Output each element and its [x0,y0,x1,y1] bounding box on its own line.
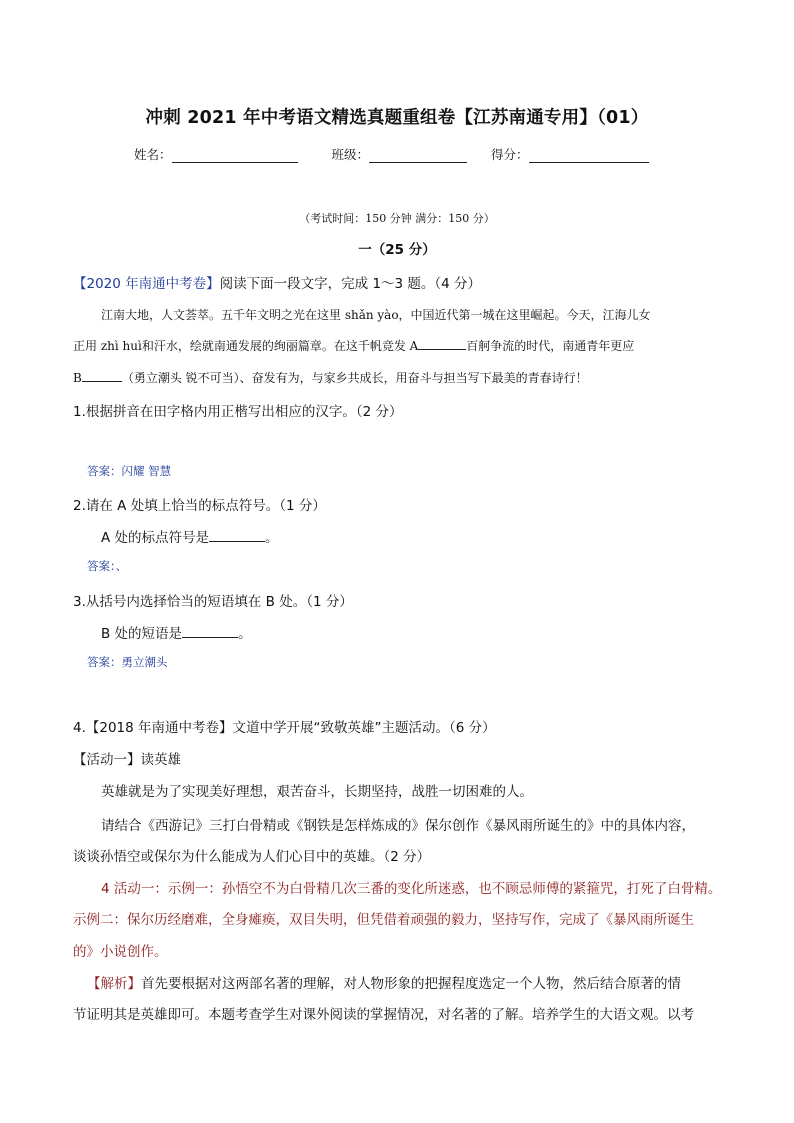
question-2-sub: A 处的标点符号是 。 [101,530,279,546]
passage-line-1: 江南大地，人文荟萃。五千年文明之光在这里 shǎn yào，中国近代第一城在这里崛起。今天，江海儿女 [101,308,651,322]
passage-line-2: 正用 zhì huì和汗水，绘就南通发展的绚丽篇章。在这千帆竞发 A 百舸争流的时代，南通青年更应 [73,339,635,353]
answer-blank-a[interactable] [209,529,265,542]
name-blank[interactable] [172,148,298,163]
class-label: 班级： [331,147,370,162]
intro-line [73,272,481,292]
score-blank[interactable] [529,148,649,163]
score-label: 得分： [491,147,529,162]
answer-4-line-1: 4 活动一：示例一：孙悟空不为白骨精几次三番的变化所迷惑，也不顾忌师傅的紧箍咒，打死了白骨精。 [101,881,722,897]
class-blank[interactable] [369,148,467,163]
analysis-tag: 【解析】 [87,976,141,992]
passage-line-3: B （勇立潮头 锐不可当）、奋发有为，与家乡共成长，用奋斗与担当写下最美的青春诗行！ [73,371,588,385]
analysis-line-2: 节证明其是英雄即可。本题考查学生对课外阅读的掌握情况，对名著的了解。培养学生的大语文观。以考 [73,1007,694,1023]
section-title: 一（25 分） [358,242,436,258]
question-3-sub: B 处的短语是 。 [101,626,252,642]
class-field[interactable] [332,145,468,163]
question-1: 1.根据拼音在田字格内用正楷写出相应的汉字。（2 分） [73,404,403,420]
answer-4-line-2: 示例二：保尔历经磨难，全身瘫痪，双目失明，但凭借着顽强的毅力，坚持写作，完成了《暴风雨所诞生 [73,912,694,928]
question-4: 4.【2018 年南通中考卷】文道中学开展“致敬英雄”主题活动。（6 分） [73,720,496,736]
prompt-line-1: 请结合《西游记》三打白骨精或《钢铁是怎样炼成的》保尔创作《暴风雨所诞生的》中的具体内容， [101,818,695,834]
answer-2: 答案：、 [87,559,128,573]
student-info-row [134,145,649,163]
analysis-line-1: 【解析】首先要根据对这两部名著的理解，对人物形象的把握程度选定一个人物，然后结合原著的情 [87,976,681,992]
source-tag: 【2020 年南通中考卷】 [73,276,220,292]
score-field[interactable] [491,145,649,163]
answer-4-line-3: 的》小说创作。 [73,944,168,960]
answer-3: 答案：勇立潮头 [87,655,168,669]
name-field[interactable] [134,145,298,163]
blank-b[interactable] [82,369,122,382]
hero-definition: 英雄就是为了实现美好理想，艰苦奋斗，长期坚持，战胜一切困难的人。 [101,784,533,800]
answer-blank-b[interactable] [182,625,238,638]
name-label: 姓名： [134,147,172,162]
intro-text: 阅读下面一段文字，完成 1～3 题。（4 分） [219,276,482,292]
activity-title: 【活动一】读英雄 [73,752,181,768]
prompt-line-2: 谈谈孙悟空或保尔为什么能成为人们心目中的英雄。（2 分） [73,849,431,865]
question-3: 3.从括号内选择恰当的短语填在 B 处。（1 分） [73,594,353,610]
page-title: 冲刺 2021 年中考语文精选真题重组卷【江苏南通专用】（01） [145,108,649,128]
answer-1: 答案：闪耀 智慧 [87,464,172,478]
question-2: 2.请在 A 处填上恰当的标点符号。（1 分） [73,498,326,514]
exam-time-note: （考试时间：150 分钟 满分：150 分） [299,212,495,225]
blank-a[interactable] [418,337,466,350]
